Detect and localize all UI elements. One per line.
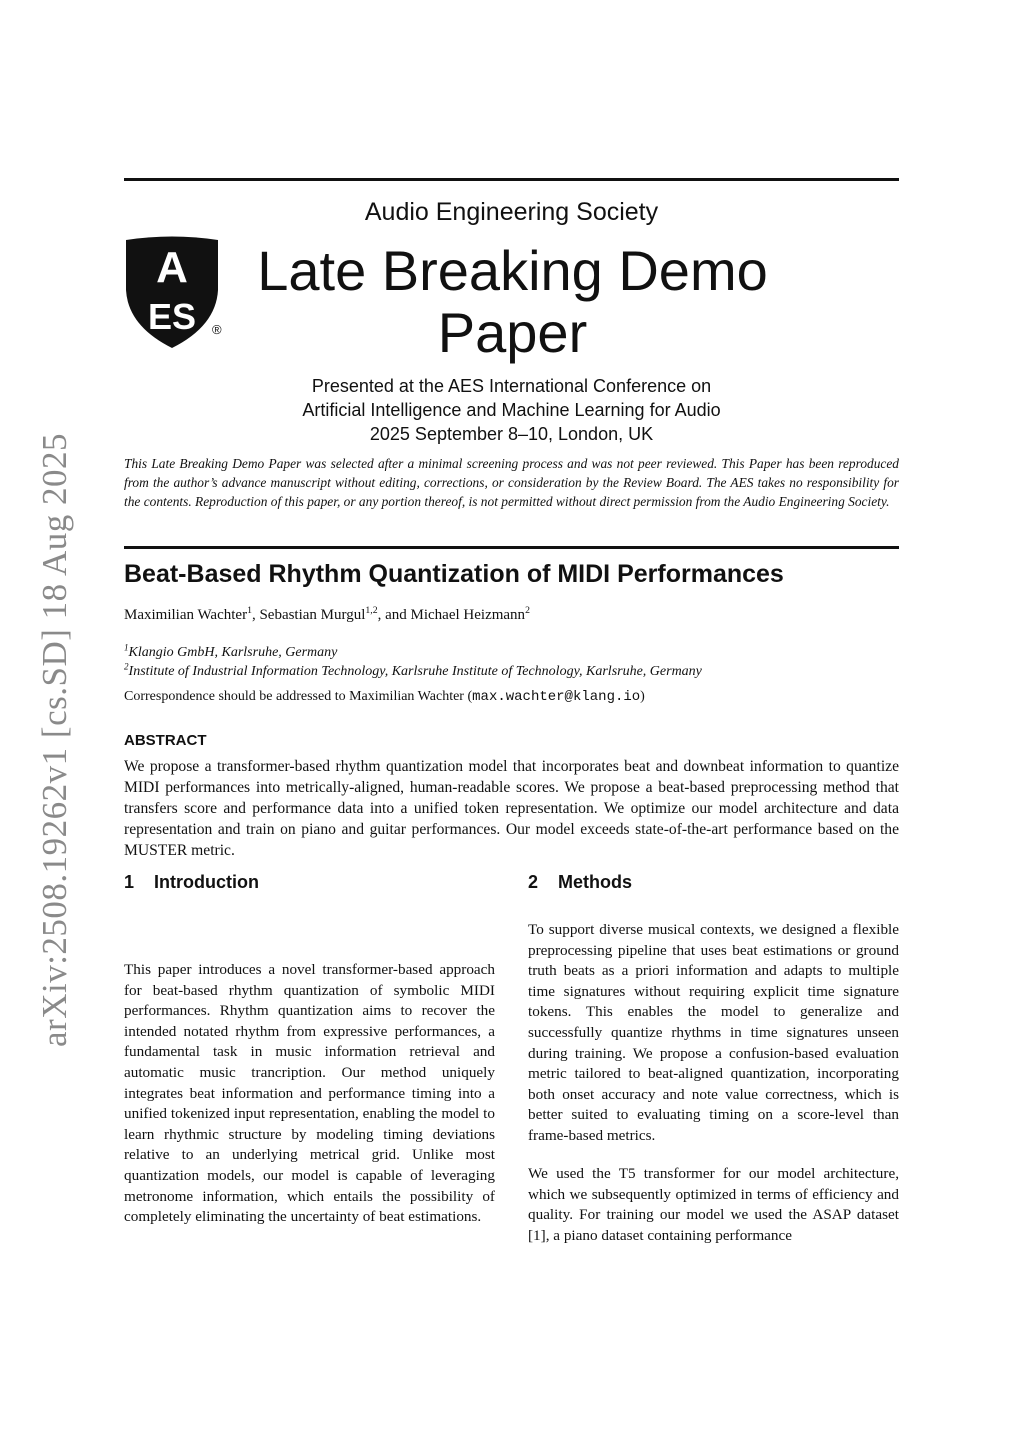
abstract-heading: ABSTRACT [124,732,207,749]
affil-text: Institute of Industrial Information Technology, Karlsruhe Institute of Technology, Karlsruhe, Germany [128,664,702,679]
header-bottom-rule [124,546,899,549]
paper-type-title: Late Breaking Demo Paper [257,239,768,364]
intro-paragraph: This paper introduces a novel transformer-based approach for beat-based rhythm quantization of symbolic MIDI performances. Rhythm quantization aims to recover the intended notated rhythm from expressive performances, a fundamental task in music information retrieval and automatic music trancription. Our method uniquely integrates beat information and performance timing into a unified tokenized input representation, enabling the model to learn rhythmic structure by modeling timing deviations relative to an underlying metrical grid. Unlike most quantization models, our model is capable of leveraging metronome information, which entails the possibility of completely eliminating the uncertainty of beat estimations. [124,961,495,1226]
correspondence-note [124,689,645,705]
conference-info [124,374,899,446]
methods-paragraph: We used the T5 transformer for our model architecture, which we subsequently optimized in terms of efficiency and quality. For training our model we used the ASAP dataset [1], a piano dataset containing performance [528,1165,899,1244]
arxiv-identifier: arXiv:2508.19262v1 [cs.SD] 18 Aug 2025 [35,433,74,1047]
author-affil-mark: 1,2 [365,605,378,616]
author-name: Maximilian Wachter [124,607,248,623]
affil-mark: 1 [124,642,129,653]
society-name: Audio Engineering Society [364,198,659,226]
section-title: Methods [558,872,633,892]
registered-mark-icon: ® [212,322,222,337]
header-top-rule [124,178,899,181]
section-heading-introduction [124,872,259,893]
section-number: 2 [528,872,539,892]
correspondence-text: Correspondence should be addressed to Maximilian Wachter ( [124,689,473,704]
section-title: Introduction [154,872,259,892]
paper-title: Beat-Based Rhythm Quantization of MIDI Performances [124,560,784,588]
affil-mark: 2 [124,661,129,672]
section-heading-methods [528,872,632,893]
author-list [124,607,530,624]
author-affil-mark: 1 [247,605,252,616]
author-name: Michael Heizmann [410,607,526,623]
affiliation [124,642,338,661]
author-affil-mark: 2 [525,605,530,616]
author-name: Sebastian Murgul [259,607,366,623]
methods-paragraph: To support diverse musical contexts, we designed a flexible preprocessing pipeline that uses beat estimations or ground truth beats as a priori information and adapts to multiple time signatures without requiring explicit time signature tokens. This enables the model to generalize and successfully quantize rhythms in time signatures unseen during training. We propose a confusion-based evaluation metric tailored to beat-aligned quantization, incorporating both onset accuracy and note value correctness, which is better suited to evaluating timing on a score-level than frame-based metrics. [528,921,899,1144]
conference-date-location: 2025 September 8–10, London, UK [369,424,654,444]
affil-text: Klangio GmbH, Karlsruhe, Germany [128,645,338,660]
conference-line: Artificial Intelligence and Machine Learning for Audio [302,400,721,420]
conference-line: Presented at the AES International Conference on [311,376,712,396]
author-separator: , and [377,607,411,623]
abstract-text: We propose a transformer-based rhythm quantization model that incorporates beat and downbeat information to quantize MIDI performances into metrically-aligned, human-readable scores. We propose a beat-based preprocessing method that transfers score and performance data into a unified token representation. We optimize our model architecture and data representation and train on piano and guitar performances. Our model exceeds state-of-the-art performance based on the MUSTER metric. [124,758,899,859]
section-number: 1 [124,872,135,892]
logo-letter-a: A [156,243,188,292]
correspondence-email[interactable]: max.wachter@klang.io [472,689,641,705]
author-separator: , [251,607,260,623]
correspondence-close: ) [640,689,645,704]
logo-letters-es: ES [147,296,197,337]
review-disclaimer: This Late Breaking Demo Paper was selected after a minimal screening process and was not peer reviewed. This Paper has been reproduced from the author’s advance manuscript without editing, corrections, or consideration by the Review Board. The AES takes no responsibility for the contents. Reproduction of this paper, or any portion thereof, is not permitted without direct permission from the Audio Engineering Society. [124,456,899,509]
affiliation [124,661,702,680]
aes-logo [122,234,224,352]
